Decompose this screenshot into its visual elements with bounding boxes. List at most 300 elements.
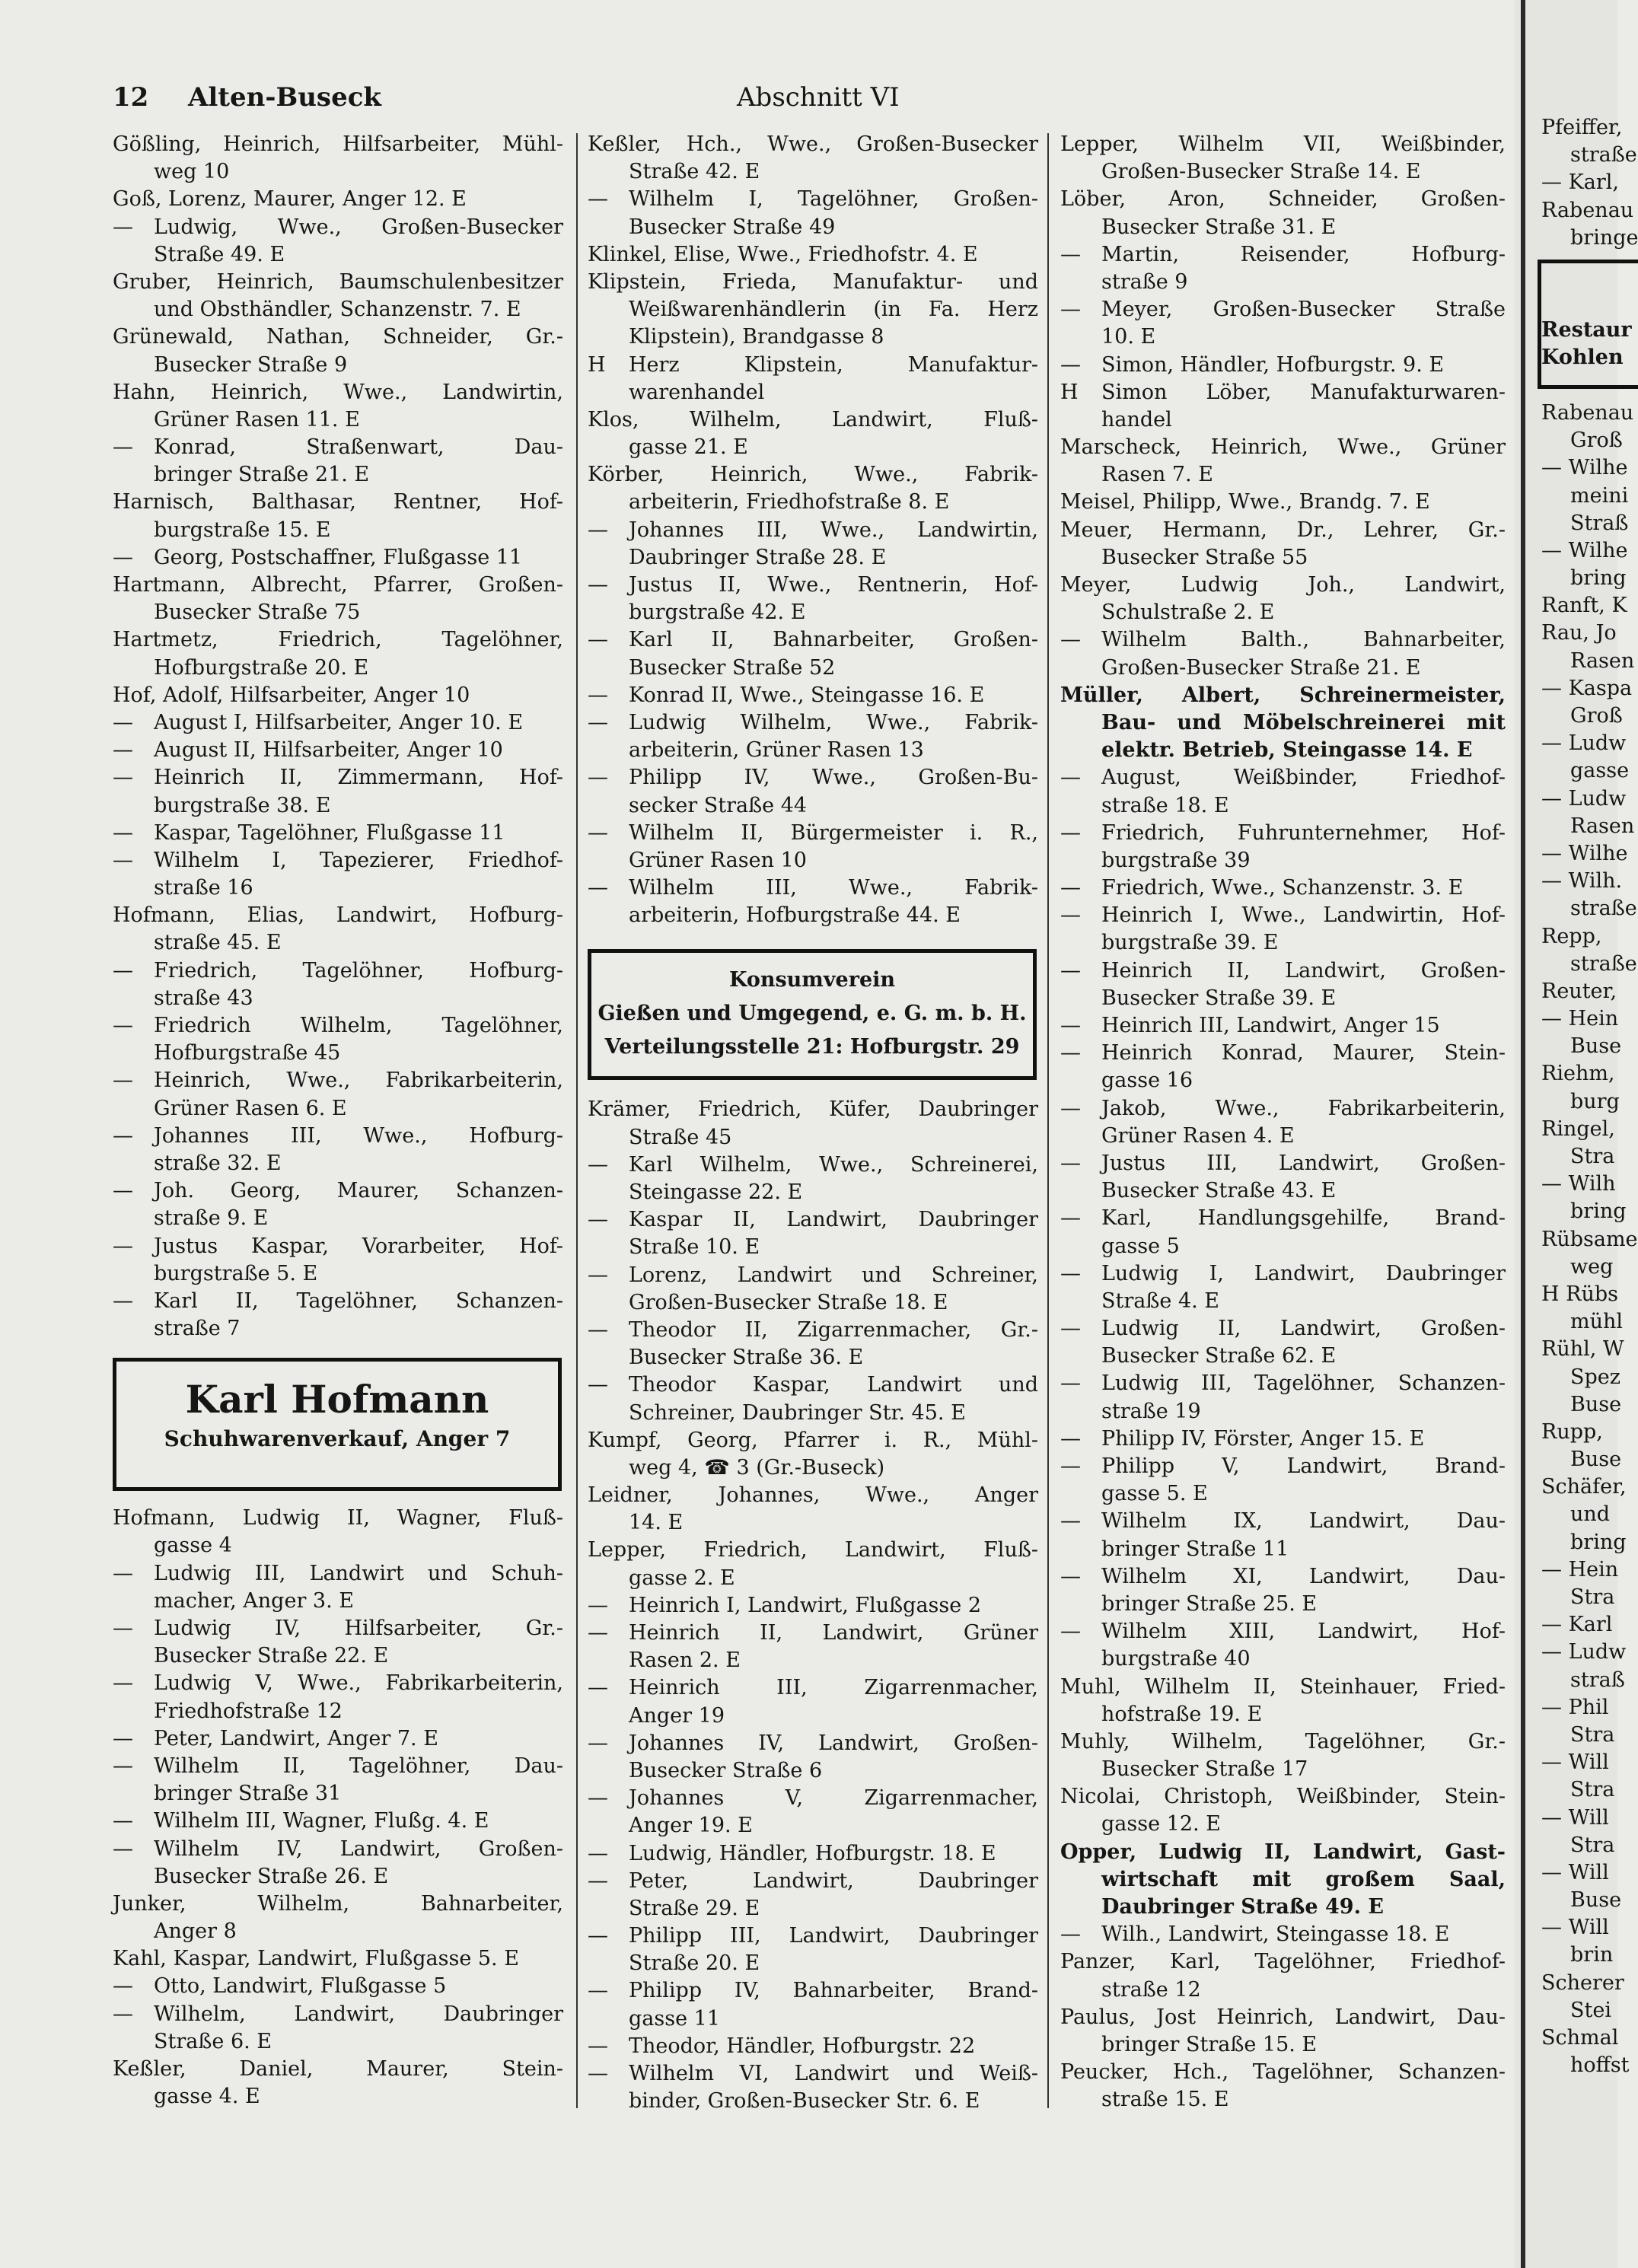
entry-line: [113, 820, 563, 847]
entry-text: Hofmann, Elias, Landwirt, Hofburg-: [113, 903, 563, 928]
fragment-line: Pfeiffer,: [1541, 116, 1623, 139]
entry-line: [1060, 1536, 1506, 1563]
ditto-dash: —: [113, 710, 133, 734]
fragment-line: H Rübs: [1541, 1282, 1618, 1306]
entry-text: Peter, Landwirt, Daubringer: [629, 1868, 1038, 1893]
directory-entry: [588, 764, 1038, 819]
ditto-dash: —: [1060, 352, 1081, 377]
entry-line: [588, 269, 1038, 296]
entry-line: [113, 737, 563, 764]
entry-text: Straße 49. E: [154, 242, 285, 266]
entry-text: straße 43: [154, 986, 253, 1010]
entry-line: [113, 489, 563, 516]
entry-line: [588, 709, 1038, 737]
ditto-dash: —: [588, 1208, 608, 1232]
entry-line: [588, 820, 1038, 847]
entry-line: [113, 1588, 563, 1615]
entry-line: [113, 1288, 563, 1315]
entry-text: Philipp V, Landwirt, Brand-: [1101, 1454, 1506, 1478]
entry-text: Körber, Heinrich, Wwe., Fabrik-: [588, 463, 1038, 487]
entry-line: [588, 599, 1038, 626]
directory-entry: [588, 1371, 1038, 1426]
ditto-dash: —: [588, 710, 608, 734]
ditto-dash: —: [113, 958, 133, 983]
directory-entry: [1060, 764, 1506, 819]
entry-text: Ludwig, Händler, Hofburgstr. 18. E: [629, 1841, 996, 1865]
entry-text: Opper, Ludwig II, Landwirt, Gast-: [1060, 1840, 1506, 1864]
entry-text: gasse 4: [154, 1534, 232, 1558]
entry-text: straße 32. E: [154, 1151, 282, 1175]
entry-line: [113, 544, 563, 572]
column-divider: [576, 133, 578, 2108]
entry-text: Justus II, Wwe., Rentnerin, Hof-: [629, 573, 1038, 597]
ditto-dash: —: [588, 1841, 608, 1865]
directory-entry: [113, 186, 563, 213]
entry-line: [113, 709, 563, 737]
trade-register-marker: H: [588, 352, 606, 377]
entry-text: Friedrich, Wwe., Schanzenstr. 3. E: [1101, 876, 1464, 900]
directory-entry: [113, 1505, 563, 1559]
entry-line: [1060, 323, 1506, 351]
entry-text: August II, Hilfsarbeiter, Anger 10: [154, 738, 503, 763]
ditto-dash: —: [1060, 1454, 1081, 1478]
ditto-dash: —: [113, 1754, 133, 1778]
entry-line: [1060, 1370, 1506, 1397]
entry-line: [113, 214, 563, 241]
entry-text: August, Weißbinder, Friedhof-: [1101, 766, 1506, 790]
directory-entry: [113, 1123, 563, 1177]
entry-text: Busecker Straße 17: [1101, 1757, 1308, 1782]
entry-line: [1060, 269, 1506, 296]
ditto-dash: —: [113, 1836, 133, 1861]
entry-text: straße 9. E: [154, 1206, 269, 1231]
entry-text: Hahn, Heinrich, Wwe., Landwirtin,: [113, 380, 563, 404]
entry-line: [113, 1205, 563, 1232]
entry-text: Johannes IV, Landwirt, Großen-: [629, 1731, 1038, 1755]
entry-text: Wilhelm III, Wagner, Flußg. 4. E: [154, 1809, 489, 1833]
entry-text: Wilhelm II, Tagelöhner, Dau-: [154, 1754, 563, 1778]
entry-text: Klinkel, Elise, Wwe., Friedhofstr. 4. E: [588, 242, 978, 266]
directory-entry: [588, 352, 1038, 406]
directory-entry: [1060, 1425, 1506, 1453]
entry-line: [113, 2001, 563, 2028]
entry-text: warenhandel: [629, 380, 765, 404]
directory-entry: [588, 1730, 1038, 1785]
directory-entry: [113, 1067, 563, 1122]
entry-text: Rasen 2. E: [629, 1648, 741, 1673]
entry-line: [588, 1592, 1038, 1620]
ditto-dash: —: [588, 1593, 608, 1617]
entry-text: Philipp IV, Förster, Anger 15. E: [1101, 1426, 1425, 1451]
ditto-dash: —: [588, 628, 608, 652]
ditto-dash: —: [1060, 1317, 1081, 1341]
entry-line: [1060, 626, 1506, 654]
entry-text: gasse 21. E: [629, 435, 748, 460]
entry-line: [113, 682, 563, 709]
directory-column-3: [1060, 131, 1506, 2114]
entry-text: Straße 10. E: [629, 1235, 760, 1260]
fragment-line: — Wilh.: [1541, 869, 1623, 894]
entry-text: Straße 29. E: [629, 1896, 760, 1920]
ditto-dash: —: [1060, 1922, 1081, 1947]
entry-line: [113, 1233, 563, 1260]
entry-text: Philipp III, Landwirt, Daubringer: [629, 1924, 1038, 1948]
entry-line: [1060, 1866, 1506, 1894]
directory-entry: [1060, 1728, 1506, 1783]
fragment-line: — Wilh: [1541, 1172, 1616, 1196]
fragment-line: Schmal: [1541, 2026, 1619, 2050]
fragment-line: bring: [1570, 1199, 1627, 1224]
directory-entry: [1060, 1948, 1506, 2003]
entry-line: [113, 1918, 563, 1945]
fragment-line: burg: [1570, 1089, 1620, 1113]
entry-text: Löber, Aron, Schneider, Großen-: [1060, 187, 1506, 212]
entry-line: [588, 406, 1038, 434]
entry-line: [588, 2033, 1038, 2060]
advertisement-line: Konsumverein: [728, 968, 896, 992]
fragment-line: Buse: [1570, 1392, 1622, 1416]
directory-entry: [1060, 296, 1506, 351]
entry-text: Busecker Straße 55: [1101, 545, 1308, 569]
entry-text: Johannes III, Wwe., Hofburg-: [154, 1123, 563, 1148]
directory-entry: [113, 572, 563, 626]
fragment-line: — Will: [1541, 1750, 1609, 1775]
entry-text: Krämer, Friedrich, Küfer, Daubringer: [588, 1097, 1038, 1122]
entry-text: Heinrich II, Zimmermann, Hof-: [154, 766, 563, 790]
directory-entry: [588, 1620, 1038, 1674]
ditto-dash: —: [588, 876, 608, 900]
entry-text: bringer Straße 11: [1101, 1537, 1289, 1561]
entry-text: Friedhofstraße 12: [154, 1699, 343, 1723]
ditto-dash: —: [588, 518, 608, 542]
ditto-dash: —: [113, 545, 133, 569]
entry-text: Karl II, Tagelöhner, Schanzen-: [154, 1288, 563, 1313]
entry-text: Muhly, Wilhelm, Tagelöhner, Gr.-: [1060, 1729, 1506, 1754]
fragment-line: — Wilhe: [1541, 538, 1628, 562]
entry-text: Kaspar II, Landwirt, Daubringer: [629, 1208, 1038, 1232]
column-divider: [1047, 133, 1049, 2108]
entry-line: [588, 626, 1038, 654]
entry-text: Junker, Wilhelm, Bahnarbeiter,: [113, 1891, 563, 1916]
entry-text: Wilhelm, Landwirt, Daubringer: [154, 2002, 563, 2026]
directory-entry: [1060, 131, 1506, 186]
fragment-line: Scherer: [1541, 1970, 1624, 1995]
entry-line: [113, 1532, 563, 1559]
entry-text: Theodor Kaspar, Landwirt und: [629, 1373, 1038, 1397]
entry-text: Goß, Lorenz, Maurer, Anger 12. E: [113, 187, 467, 212]
directory-entry: [588, 2033, 1038, 2060]
directory-entry: [1060, 186, 1506, 240]
entry-text: Busecker Straße 26. E: [154, 1864, 389, 1888]
entry-line: [588, 241, 1038, 269]
entry-line: [1060, 1894, 1506, 1921]
fragment-line: Repp,: [1541, 924, 1602, 948]
directory-entry: [1060, 572, 1506, 626]
entry-text: Heinrich III, Landwirt, Anger 15: [1101, 1014, 1440, 1037]
entry-text: Straße 20. E: [629, 1951, 760, 1976]
entry-line: [113, 2028, 563, 2056]
entry-text: Kaspar, Tagelöhner, Flußgasse 11: [154, 820, 505, 845]
directory-entry: [113, 434, 563, 489]
ditto-dash: —: [588, 766, 608, 790]
entry-line: [1060, 1233, 1506, 1260]
entry-line: [1060, 599, 1506, 626]
entry-text: gasse 2. E: [629, 1566, 735, 1590]
entry-line: [113, 1260, 563, 1288]
entry-text: Heinrich Konrad, Maurer, Stein-: [1101, 1041, 1506, 1066]
ditto-dash: —: [113, 1561, 133, 1585]
entry-line: [1060, 1123, 1506, 1150]
entry-line: [113, 1670, 563, 1697]
fragment-line: — Ludw: [1541, 1640, 1627, 1664]
entry-line: [588, 1620, 1038, 1647]
entry-text: Muhl, Wilhelm II, Steinhauer, Fried-: [1060, 1674, 1506, 1699]
entry-text: Theodor II, Zigarrenmacher, Gr.-: [629, 1317, 1038, 1342]
entry-text: Wilhelm II, Bürgermeister i. R.,: [629, 820, 1038, 845]
entry-line: [113, 1560, 563, 1588]
directory-entry: [1060, 1674, 1506, 1728]
ditto-dash: —: [113, 435, 133, 460]
fragment-line: Riehm,: [1541, 1062, 1615, 1086]
entry-text: Harnisch, Balthasar, Rentner, Hof-: [113, 490, 563, 514]
fragment-line: Stra: [1570, 1833, 1615, 1857]
entry-text: August I, Hilfsarbeiter, Anger 10. E: [154, 710, 524, 734]
entry-line: [1060, 1398, 1506, 1425]
directory-entry: [113, 682, 563, 709]
entry-line: [113, 323, 563, 351]
entry-line: [1060, 737, 1506, 764]
advertisement-line: Verteilungsstelle 21: Hofburgstr. 29: [604, 1035, 1020, 1059]
entry-line: [588, 1922, 1038, 1950]
entry-line: [113, 1067, 563, 1094]
entry-line: [588, 1757, 1038, 1785]
entry-text: Karl, Handlungsgehilfe, Brand-: [1101, 1206, 1506, 1231]
entry-text: arbeiterin, Hofburgstraße 44. E: [629, 903, 961, 928]
entry-text: Busecker Straße 6: [629, 1758, 823, 1782]
entry-text: Gruber, Heinrich, Baumschulenbesitzer: [113, 269, 563, 294]
entry-line: [588, 1096, 1038, 1123]
entry-text: Friedrich, Tagelöhner, Hofburg-: [154, 958, 563, 983]
entry-text: Keßler, Daniel, Maurer, Stein-: [113, 2057, 563, 2081]
fragment-line: — Hein: [1541, 1007, 1619, 1031]
entry-line: [588, 214, 1038, 241]
entry-line: [1060, 902, 1506, 929]
entry-text: Philipp IV, Wwe., Großen-Bu-: [629, 766, 1038, 790]
ditto-dash: —: [113, 1123, 133, 1148]
entry-text: bringer Straße 21. E: [154, 463, 370, 487]
fragment-line: Buse: [1570, 1034, 1622, 1059]
entry-line: [1060, 1618, 1506, 1645]
directory-entry: [588, 626, 1038, 681]
directory-entry: [1060, 1783, 1506, 1838]
entry-text: Busecker Straße 9: [154, 352, 348, 377]
directory-entry: [588, 1262, 1038, 1317]
advertisement-line: Kohlen: [1541, 345, 1624, 369]
fragment-line: mühl: [1570, 1310, 1624, 1334]
entry-text: handel: [1101, 407, 1172, 432]
entry-text: Wilhelm IV, Landwirt, Großen-: [154, 1836, 563, 1861]
ditto-dash: —: [113, 2002, 133, 2026]
fragment-line: Rasen: [1570, 814, 1635, 838]
entry-text: gasse 11: [629, 2006, 721, 2031]
entry-text: Justus III, Landwirt, Großen-: [1101, 1151, 1506, 1175]
entry-line: [113, 296, 563, 323]
ditto-dash: —: [1060, 1620, 1081, 1644]
entry-line: [1060, 792, 1506, 820]
ditto-dash: —: [588, 1924, 608, 1948]
entry-text: straße 16: [154, 876, 253, 900]
fragment-line: — Karl,: [1541, 170, 1619, 195]
fragment-line: Stei: [1570, 1998, 1611, 2022]
entry-text: Heinrich, Wwe., Fabrikarbeiterin,: [154, 1069, 563, 1093]
entry-text: Keßler, Hch., Wwe., Großen-Busecker: [588, 132, 1038, 156]
entry-line: [1060, 1453, 1506, 1480]
entry-line: [1060, 1839, 1506, 1866]
directory-entry: [588, 186, 1038, 240]
entry-line: [1060, 709, 1506, 737]
ditto-dash: —: [113, 1726, 133, 1750]
entry-line: [588, 847, 1038, 874]
ditto-dash: —: [113, 1809, 133, 1833]
entry-text: Meuer, Hermann, Dr., Lehrer, Gr.-: [1060, 518, 1506, 542]
directory-entry: [113, 1560, 563, 1615]
entry-text: burgstraße 42. E: [629, 600, 806, 625]
entry-line: [113, 572, 563, 599]
ditto-dash: —: [1060, 958, 1081, 983]
entry-text: Busecker Straße 36. E: [629, 1346, 864, 1370]
entry-text: Großen-Busecker Straße 21. E: [1101, 655, 1421, 680]
entry-text: Lepper, Wilhelm VII, Weißbinder,: [1060, 132, 1506, 156]
directory-entry: [1060, 1260, 1506, 1315]
entry-text: Daubringer Straße 28. E: [629, 545, 887, 569]
entry-text: Konrad II, Wwe., Steingasse 16. E: [629, 683, 985, 707]
entry-text: Busecker Straße 43. E: [1101, 1179, 1337, 1203]
entry-text: Wilhelm VI, Landwirt und Weiß-: [629, 2062, 1038, 2085]
entry-line: [588, 1289, 1038, 1317]
entry-text: Busecker Straße 52: [629, 655, 836, 680]
directory-entry: [588, 709, 1038, 764]
entry-text: Wilhelm III, Wwe., Fabrik-: [629, 876, 1038, 900]
entry-text: Martin, Reisender, Hofburg-: [1101, 242, 1506, 266]
entry-text: weg 10: [154, 160, 230, 184]
entry-text: und Obsthändler, Schanzenstr. 7. E: [154, 298, 521, 322]
ditto-dash: —: [1060, 1014, 1081, 1037]
directory-entry: [1060, 1150, 1506, 1205]
ditto-dash: —: [1060, 1509, 1081, 1534]
fragment-line: — Karl: [1541, 1613, 1613, 1637]
fragment-line: — Will: [1541, 1805, 1609, 1830]
entry-text: burgstraße 39. E: [1101, 931, 1279, 955]
entry-line: [113, 902, 563, 929]
entry-line: [1060, 186, 1506, 213]
fragment-line: Spez: [1570, 1365, 1620, 1389]
entry-text: Simon, Händler, Hofburgstr. 9. E: [1101, 352, 1445, 377]
entry-text: Wilhelm IX, Landwirt, Dau-: [1101, 1509, 1506, 1534]
entry-line: [1060, 406, 1506, 434]
entry-text: Klipstein), Brandgasse 8: [629, 325, 884, 349]
directory-entry: [588, 1868, 1038, 1922]
entry-line: [588, 1482, 1038, 1509]
entry-line: [1060, 131, 1506, 158]
entry-text: Straße 6. E: [154, 2029, 272, 2053]
entry-text: Grüner Rasen 10: [629, 848, 807, 872]
directory-entry: [113, 737, 563, 764]
entry-line: [1060, 296, 1506, 323]
entry-text: Wilh., Landwirt, Steingasse 18. E: [1101, 1922, 1450, 1947]
entry-line: [113, 1615, 563, 1642]
entry-line: [588, 1647, 1038, 1674]
entry-text: Busecker Straße 75: [154, 600, 361, 625]
fragment-line: hoffst: [1570, 2053, 1630, 2078]
entry-line: [113, 1698, 563, 1725]
ditto-dash: —: [1060, 1206, 1081, 1231]
ditto-dash: —: [113, 215, 133, 239]
advertisement-line: Gießen und Umgegend, e. G. m. b. H.: [598, 1002, 1027, 1026]
entry-line: [113, 461, 563, 489]
entry-text: straße 12: [1101, 1977, 1201, 2002]
entry-text: Weißwarenhändlerin (in Fa. Herz: [629, 298, 1038, 322]
entry-line: [588, 1344, 1038, 1371]
entry-line: [1060, 1315, 1506, 1343]
entry-text: Panzer, Karl, Tagelöhner, Friedhof-: [1060, 1950, 1506, 1974]
entry-text: Herz Klipstein, Manufaktur-: [629, 352, 1038, 377]
ditto-dash: —: [1060, 628, 1081, 652]
entry-line: [113, 269, 563, 296]
entry-text: Anger 19: [629, 1703, 725, 1728]
entry-text: Busecker Straße 62. E: [1101, 1344, 1337, 1368]
fragment-line: Rabenau: [1541, 198, 1634, 222]
entry-text: Wilhelm XI, Landwirt, Dau-: [1101, 1564, 1506, 1588]
entry-text: Wilhelm XIII, Landwirt, Hof-: [1101, 1620, 1506, 1644]
fragment-line: Buse: [1570, 1888, 1622, 1913]
directory-entry: [113, 489, 563, 543]
directory-entry: [588, 1482, 1038, 1537]
ditto-dash: —: [1060, 903, 1081, 928]
fragment-line: bringe: [1570, 225, 1638, 250]
entry-text: Ludwig V, Wwe., Fabrikarbeiterin,: [154, 1671, 563, 1696]
entry-text: Grüner Rasen 6. E: [154, 1096, 347, 1120]
entry-text: 14. E: [629, 1511, 684, 1535]
entry-line: [588, 572, 1038, 599]
directory-entry: [588, 1152, 1038, 1206]
page-gutter: [1521, 0, 1525, 2268]
entry-text: Hartmann, Albrecht, Pfarrer, Großen-: [113, 573, 563, 597]
entry-text: Grüner Rasen 4. E: [1101, 1123, 1295, 1148]
entry-line: [1060, 2086, 1506, 2114]
ditto-dash: —: [588, 1979, 608, 2003]
ditto-dash: —: [588, 683, 608, 707]
entry-line: [1060, 957, 1506, 985]
entry-line: [588, 1785, 1038, 1812]
directory-entry: [113, 2001, 563, 2056]
directory-entry: [588, 1592, 1038, 1620]
entry-text: Hof, Adolf, Hilfsarbeiter, Anger 10: [113, 683, 470, 707]
entry-text: Busecker Straße 31. E: [1101, 215, 1337, 239]
entry-line: [1060, 214, 1506, 241]
directory-entry: [1060, 352, 1506, 379]
directory-entry: [1060, 1095, 1506, 1150]
entry-text: wirtschaft mit großem Saal,: [1101, 1867, 1506, 1891]
entry-line: [1060, 1508, 1506, 1535]
directory-entry: [588, 461, 1038, 516]
entry-line: [588, 1840, 1038, 1868]
directory-entry: [1060, 1563, 1506, 1618]
entry-text: Ludwig III, Landwirt und Schuh-: [154, 1561, 563, 1585]
entry-text: Rasen 7. E: [1101, 463, 1213, 487]
entry-line: [113, 241, 563, 269]
entry-line: [113, 1642, 563, 1670]
entry-text: burgstraße 15. E: [154, 518, 331, 542]
